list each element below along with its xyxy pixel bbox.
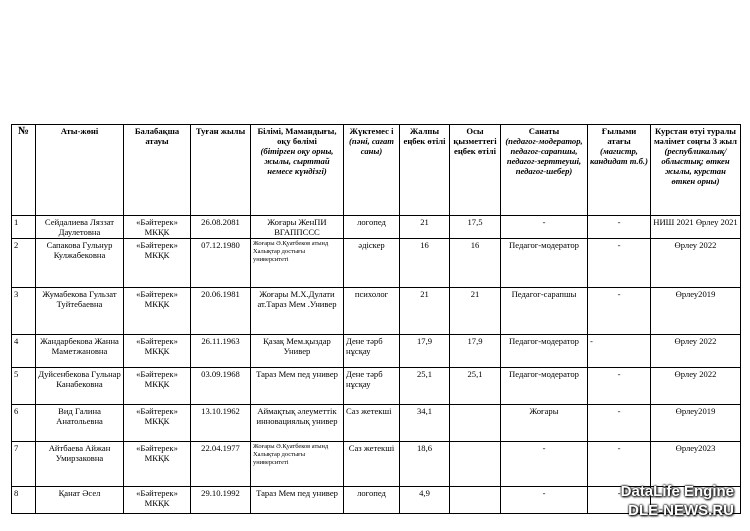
cell-kindergarten: «Бәйтерек» МКҚК (124, 216, 191, 239)
cell-load: психолог (344, 288, 400, 335)
cell-load: логопед (344, 216, 400, 239)
cell-category: Педагог-модератор (501, 368, 588, 405)
cell-kindergarten: «Бәйтерек» МКҚК (124, 288, 191, 335)
cell-birth: 03.09.1968 (191, 368, 251, 405)
cell-kindergarten: «Бәйтерек» МКҚК (124, 405, 191, 442)
cell-current-exp: 25,1 (450, 368, 501, 405)
cell-education: Жоғары Ә.Қуатбеков атынд Халықтар достығы университеті (251, 442, 344, 487)
cell-degree: - (588, 368, 651, 405)
cell-name: Дуйсенбекова Гульнар Канабековна (36, 368, 124, 405)
table-row (12, 216, 741, 239)
cell-current-exp: 17,9 (450, 335, 501, 368)
header-num: № (12, 125, 36, 216)
cell-total-exp: 21 (400, 216, 450, 239)
cell-num: 4 (12, 335, 36, 368)
cell-kindergarten: «Бәйтерек» МКҚК (124, 335, 191, 368)
cell-courses: Өрлеу2023 (651, 442, 741, 487)
cell-courses: Өрлеу2019 (651, 405, 741, 442)
cell-category: Жоғары (501, 405, 588, 442)
cell-education: Жоғары Ә.Қуатбеков атынд Халықтар достығы университеті (251, 239, 344, 288)
cell-total-exp: 17,9 (400, 335, 450, 368)
header-education: Білімі, Мамандығы, оқу бөлімі (бітірген оқу орны, жылы, сырттай немесе күндізгі) (251, 125, 344, 216)
cell-category: - (501, 442, 588, 487)
cell-total-exp: 25,1 (400, 368, 450, 405)
cell-courses: Өрлеу 2022 (651, 368, 741, 405)
cell-courses: Өрлеу2019 (651, 288, 741, 335)
cell-total-exp: 34,1 (400, 405, 450, 442)
cell-courses: Өрлеу 2022 (651, 335, 741, 368)
cell-courses: НИШ 2021 Өрлеу 2021 (651, 216, 741, 239)
header-name: Аты-жөні (36, 125, 124, 216)
header-kindergarten: Балабақша атауы (124, 125, 191, 216)
cell-kindergarten: «Бәйтерек» МКҚК (124, 442, 191, 487)
table-row (12, 288, 741, 335)
cell-current-exp (450, 405, 501, 442)
cell-num: 2 (12, 239, 36, 288)
cell-load: логопед (344, 487, 400, 514)
cell-name: Сапакова Гульнур Кулжабековна (36, 239, 124, 288)
cell-birth: 22.04.1977 (191, 442, 251, 487)
cell-name: Жандарбекова Жанна Маметжановна (36, 335, 124, 368)
cell-load: Дене тәрб нұсқау (344, 335, 400, 368)
watermark (621, 483, 734, 519)
cell-category: Педагог-модератор (501, 239, 588, 288)
cell-education: Қазақ Мем.қыздар Универ (251, 335, 344, 368)
cell-load: Дене тәрб нұсқау (344, 368, 400, 405)
cell-degree: - (588, 288, 651, 335)
cell-birth: 29.10.1992 (191, 487, 251, 514)
header-current-exp: Осы қызметтегі еңбек өтілі (450, 125, 501, 216)
cell-category: - (501, 216, 588, 239)
cell-num: 7 (12, 442, 36, 487)
cell-current-exp (450, 442, 501, 487)
cell-courses: Өрлеу 2022 (651, 239, 741, 288)
table-row (12, 405, 741, 442)
header-row (12, 125, 741, 216)
cell-birth: 26.08.2081 (191, 216, 251, 239)
header-load: Жүктемес і (пәні, сағат саны) (344, 125, 400, 216)
cell-load: Саз жетекші (344, 405, 400, 442)
cell-education: Жоғары М.Х.Дулати ат.Тараз Мем .Универ (251, 288, 344, 335)
cell-num: 5 (12, 368, 36, 405)
cell-degree: - (588, 442, 651, 487)
header-total-exp: Жалпы еңбек өтілі (400, 125, 450, 216)
table-row (12, 368, 741, 405)
cell-num: 3 (12, 288, 36, 335)
cell-education: Жоғары ЖенПИ ВГАППССС (251, 216, 344, 239)
cell-education: Аймақтық әлеуметтік инновациялық универ (251, 405, 344, 442)
cell-total-exp: 4,9 (400, 487, 450, 514)
cell-category: - (501, 487, 588, 514)
cell-degree: - (588, 335, 651, 368)
cell-category: Педагог-модератор (501, 335, 588, 368)
cell-degree: - (588, 405, 651, 442)
table-row (12, 239, 741, 288)
staff-table (11, 124, 741, 514)
cell-name: Сейдалиева Ляззат Даулетовна (36, 216, 124, 239)
watermark-line1: DataLife Engine (620, 483, 734, 500)
cell-current-exp (450, 487, 501, 514)
cell-education: Тараз Мем пед универ (251, 368, 344, 405)
cell-current-exp: 16 (450, 239, 501, 288)
cell-current-exp: 21 (450, 288, 501, 335)
cell-degree: - (588, 216, 651, 239)
cell-name: Вид Галина Анатольевна (36, 405, 124, 442)
cell-name: Қанат Әсел (36, 487, 124, 514)
header-courses: Курстан өтуі туралы мәлімет соңғы 3 жыл (республикалық/ облыстық; өткен жылы, курстан өткен орны) (651, 125, 741, 216)
cell-degree: - (588, 239, 651, 288)
cell-kindergarten: «Бәйтерек» МКҚК (124, 487, 191, 514)
cell-total-exp: 16 (400, 239, 450, 288)
cell-kindergarten: «Бәйтерек» МКҚК (124, 368, 191, 405)
cell-birth: 07.12.1980 (191, 239, 251, 288)
cell-education: Тараз Мем пед универ (251, 487, 344, 514)
cell-birth: 13.10.1962 (191, 405, 251, 442)
cell-load: Саз жетекші (344, 442, 400, 487)
cell-kindergarten: «Бәйтерек» МКҚК (124, 239, 191, 288)
header-category: Санаты (педагог-модератор, педагог-сарапшы, педагог-зерттеуші, педагог-шебер) (501, 125, 588, 216)
cell-birth: 26.11.1963 (191, 335, 251, 368)
cell-category: Педагог-сарапшы (501, 288, 588, 335)
cell-name: Жумабекова Гульзат Туйтебаевна (36, 288, 124, 335)
cell-name: Айтбаева Айжан Умирзаковна (36, 442, 124, 487)
header-birth: Туған жылы (191, 125, 251, 216)
watermark-line2: DLE-NEWS.RU (628, 502, 734, 519)
table-row (12, 335, 741, 368)
cell-total-exp: 18,6 (400, 442, 450, 487)
cell-current-exp: 17,5 (450, 216, 501, 239)
cell-num: 8 (12, 487, 36, 514)
cell-degree: - (588, 487, 651, 514)
cell-birth: 20.06.1981 (191, 288, 251, 335)
cell-num: 6 (12, 405, 36, 442)
cell-total-exp: 21 (400, 288, 450, 335)
cell-num: 1 (12, 216, 36, 239)
table-row (12, 442, 741, 487)
cell-load: әдіскер (344, 239, 400, 288)
header-degree: Ғылыми атағы (магистр, кандидат т.б.) (588, 125, 651, 216)
